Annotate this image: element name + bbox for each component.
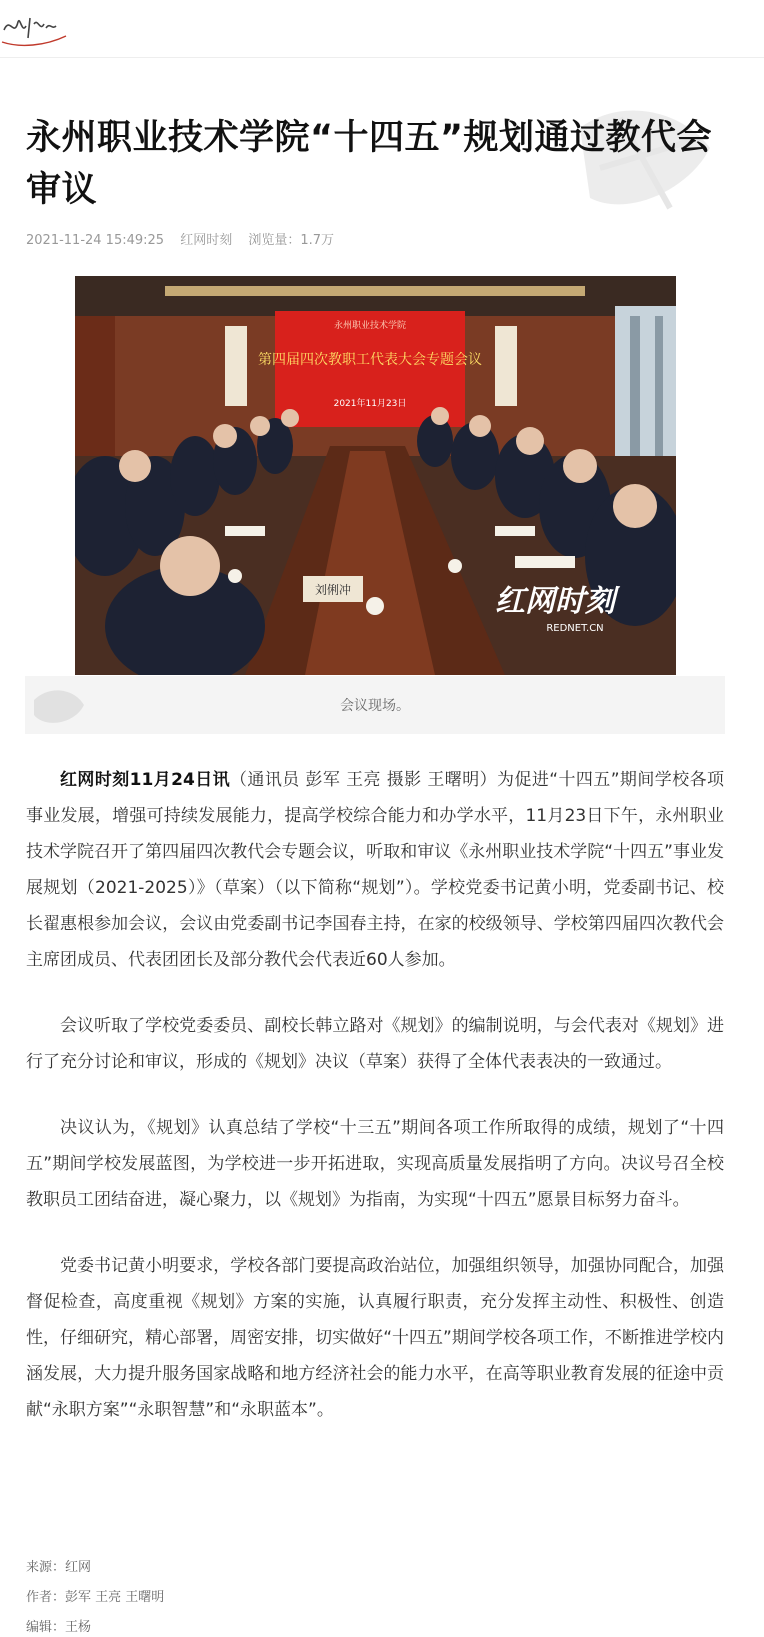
top-bar <box>0 0 764 58</box>
meeting-photo[interactable] <box>75 276 676 675</box>
photo-watermark: 红网时刻 <box>495 584 615 619</box>
dateline: 红网时刻11月24日讯 <box>60 770 231 790</box>
article-meta <box>26 229 346 248</box>
screen-date: 2021年11月23日 <box>333 399 407 409</box>
meeting-photo-illustration <box>75 276 676 675</box>
svg-text:永州职业技术学院: 永州职业技术学院 <box>333 321 407 331</box>
article-title: 永州职业技术学院“十四五”规划通过教代会审议 <box>26 118 713 210</box>
photo-watermark-sub: REDNET.CN <box>546 623 604 634</box>
screen-heading: 第四届四次教职工代表大会专题会议 <box>258 352 482 368</box>
footer-editor: 编辑：王杨 <box>26 1620 92 1635</box>
paragraph: 红网时刻11月24日讯（通讯员 彭军 王亮 摄影 王曙明）为促进“十四五”期间学校各项事业发展，增强可持续发展能力，提高学校综合能力和办学水平，11月23日下午，永州职业技术学院召开了第四届四次教代会专题会议，听取和审议《永州职业技术学院“十四五”事业发展规划（2021-2025）》（草案）（以下简称“规划”）。学校党委书记黄小明，党委副书记、校长翟惠根参加会议，会议由党委副书记李国春主持，在家的校级领导、学校第四届四次教代会主席团成员、代表团团长及部分教代会代表近60人参加。 <box>26 770 724 970</box>
name-plate: 刘俐冲 <box>314 583 352 597</box>
publish-date: 2021-11-24 15:49:25 <box>26 233 165 248</box>
article-body <box>26 762 724 1458</box>
footer-source: 来源：红网 <box>26 1560 92 1575</box>
paragraph: 党委书记黄小明要求，学校各部门要提高政治站位，加强组织领导，加强协同配合，加强督促检查，高度重视《规划》方案的实施，认真履行职责，充分发挥主动性、积极性、创造性，仔细研究，精心部署，周密安排，切实做好“十四五”期间学校各项工作，不断推进学校内涵发展，大力提升服务国家战略和地方经济社会的能力水平，在高等职业教育发展的征途中贡献“永职方案”“永职智慧”和“永职蓝本”。 <box>26 1256 724 1420</box>
paragraph: 会议听取了学校党委委员、副校长韩立路对《规划》的编制说明，与会代表对《规划》进行了充分讨论和审议，形成的《规划》决议（草案）获得了全体代表表决的一致通过。 <box>26 1016 724 1072</box>
image-caption-box <box>25 676 725 734</box>
view-count: 浏览量：1.7万 <box>248 233 335 248</box>
article-source-name[interactable]: 红网时刻 <box>180 233 233 248</box>
image-caption: 会议现场。 <box>340 698 410 714</box>
signature-logo-icon[interactable] <box>0 8 70 48</box>
article-footer <box>26 1553 164 1637</box>
paragraph: 决议认为，《规划》认真总结了学校“十三五”期间各项工作所取得的成绩，规划了“十四五”期间学校发展蓝图，为学校进一步开拓进取，实现高质量发展指明了方向。决议号召全校教职员工团结奋进，凝心聚力，以《规划》为指南，为实现“十四五”愿景目标努力奋斗。 <box>26 1118 724 1210</box>
footer-author: 作者：彭军 王亮 王曙明 <box>26 1590 165 1605</box>
